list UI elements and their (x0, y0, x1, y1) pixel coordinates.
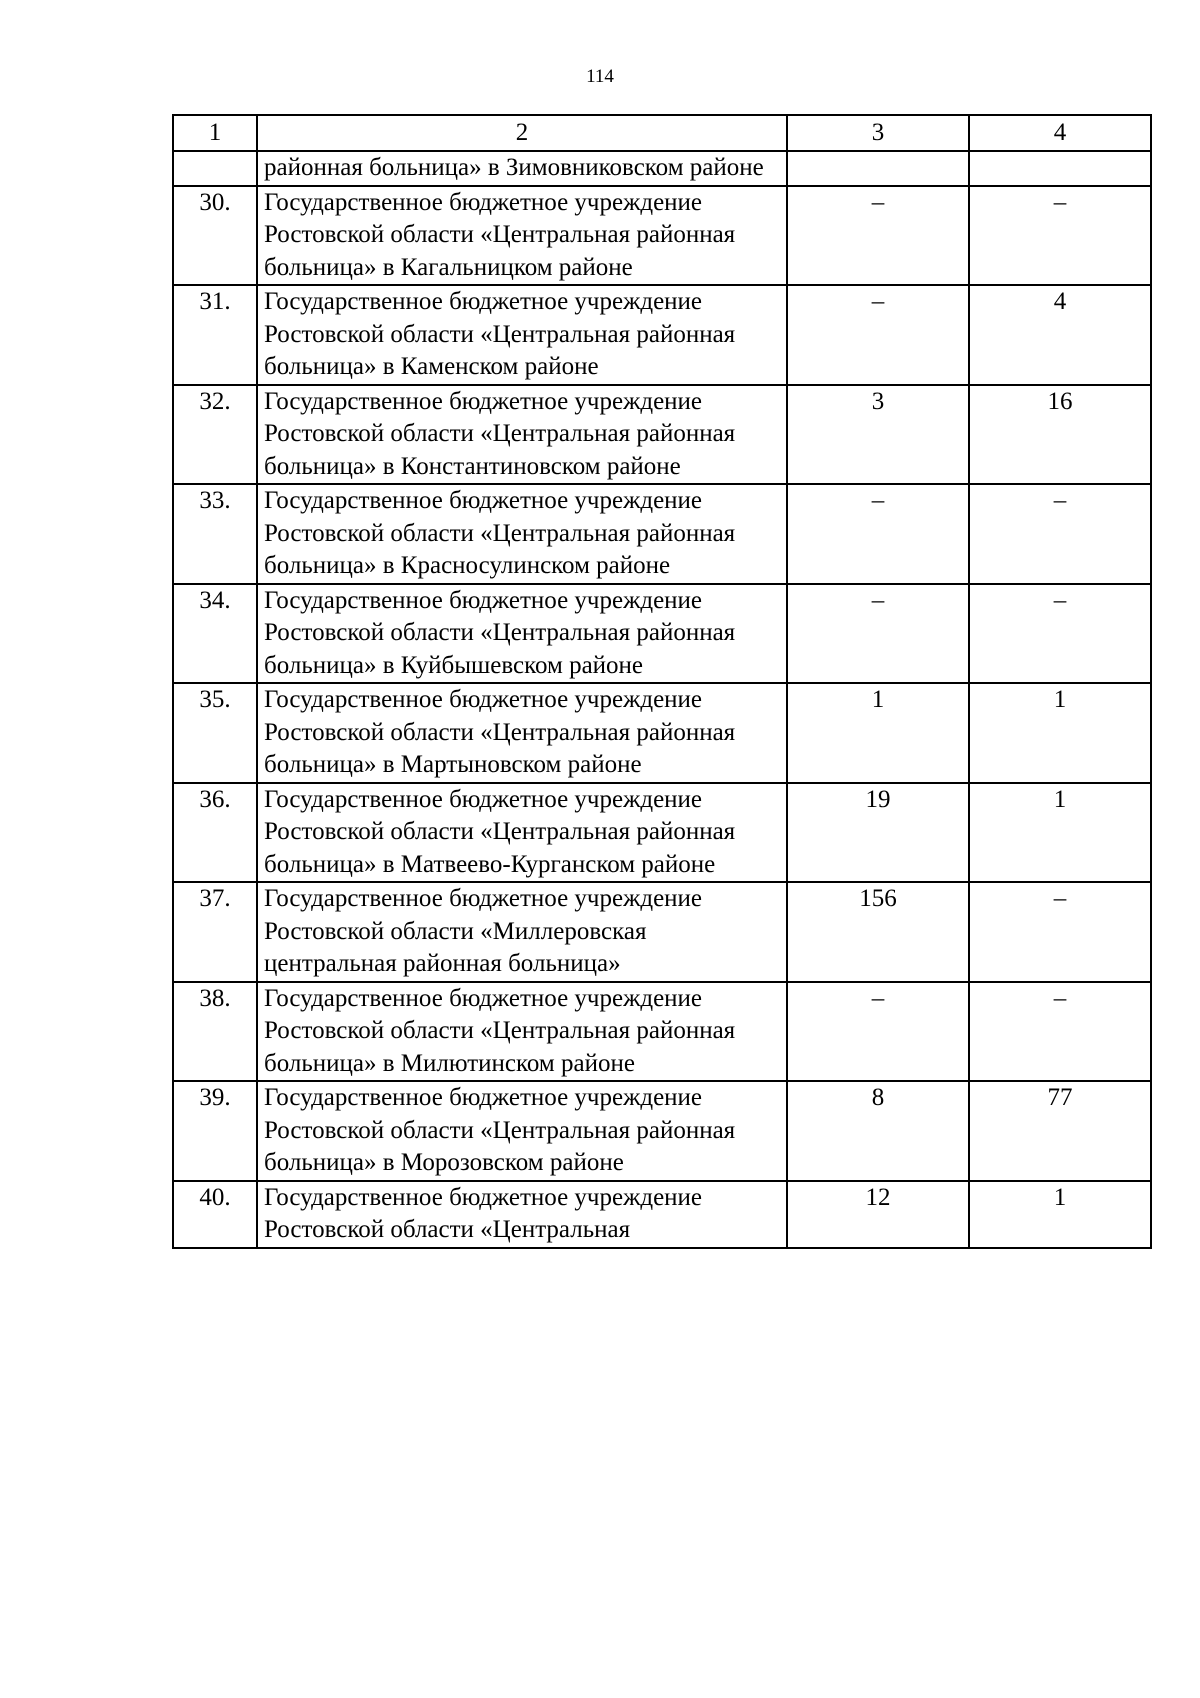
table-row (173, 186, 1151, 286)
column-3-value-cell: 156 (787, 882, 969, 982)
row-number-cell: 34. (173, 584, 257, 684)
column-header: 4 (969, 115, 1151, 151)
row-number-cell: 40. (173, 1181, 257, 1248)
institution-name-cell: Государственное бюджетное учреждение Ростовской области «Центральная районная больница» в Константиновском районе (257, 385, 787, 485)
column-4-value-cell: 1 (969, 1181, 1151, 1248)
table-row (173, 683, 1151, 783)
institution-name-cell: Государственное бюджетное учреждение Ростовской области «Центральная районная больница» в Морозовском районе (257, 1081, 787, 1181)
table-row (173, 783, 1151, 883)
row-number-cell: 36. (173, 783, 257, 883)
institution-name-cell: Государственное бюджетное учреждение Ростовской области «Центральная районная больница» в Матвеево-Курганском районе (257, 783, 787, 883)
institution-name-cell: Государственное бюджетное учреждение Ростовской области «Центральная районная больница» в Милютинском районе (257, 982, 787, 1082)
table-row (173, 385, 1151, 485)
column-4-value-cell (969, 151, 1151, 186)
column-4-value-cell: 16 (969, 385, 1151, 485)
column-3-value-cell: 19 (787, 783, 969, 883)
column-3-value-cell: – (787, 584, 969, 684)
table-row (173, 1181, 1151, 1248)
table-row (173, 982, 1151, 1082)
row-number-cell: 39. (173, 1081, 257, 1181)
row-number-cell: 37. (173, 882, 257, 982)
row-number-cell: 31. (173, 285, 257, 385)
table-header-row (173, 115, 1151, 151)
row-number-cell (173, 151, 257, 186)
column-header: 1 (173, 115, 257, 151)
column-3-value-cell: – (787, 285, 969, 385)
table-row (173, 484, 1151, 584)
column-4-value-cell: 77 (969, 1081, 1151, 1181)
institution-name-cell: Государственное бюджетное учреждение Ростовской области «Центральная районная больница» в Каменском районе (257, 285, 787, 385)
column-3-value-cell: 8 (787, 1081, 969, 1181)
row-number-cell: 33. (173, 484, 257, 584)
row-number-cell: 38. (173, 982, 257, 1082)
column-4-value-cell: – (969, 882, 1151, 982)
column-4-value-cell: – (969, 186, 1151, 286)
column-4-value-cell: 1 (969, 783, 1151, 883)
column-header: 2 (257, 115, 787, 151)
institution-name-cell: Государственное бюджетное учреждение Ростовской области «Центральная районная больница» в Красносулинском районе (257, 484, 787, 584)
table-row (173, 882, 1151, 982)
column-3-value-cell: – (787, 982, 969, 1082)
column-4-value-cell: 1 (969, 683, 1151, 783)
column-4-value-cell: – (969, 982, 1151, 1082)
column-3-value-cell: 12 (787, 1181, 969, 1248)
column-header: 3 (787, 115, 969, 151)
column-3-value-cell (787, 151, 969, 186)
row-number-cell: 30. (173, 186, 257, 286)
column-4-value-cell: 4 (969, 285, 1151, 385)
table-row (173, 151, 1151, 186)
page-number: 114 (586, 66, 614, 87)
row-number-cell: 35. (173, 683, 257, 783)
data-table (172, 114, 1152, 1249)
table-row (173, 1081, 1151, 1181)
table-row (173, 285, 1151, 385)
column-3-value-cell: 1 (787, 683, 969, 783)
row-number-cell: 32. (173, 385, 257, 485)
institution-name-cell: Государственное бюджетное учреждение Ростовской области «Центральная (257, 1181, 787, 1248)
column-3-value-cell: – (787, 484, 969, 584)
column-3-value-cell: 3 (787, 385, 969, 485)
institution-name-cell: Государственное бюджетное учреждение Ростовской области «Центральная районная больница» в Куйбышевском районе (257, 584, 787, 684)
column-4-value-cell: – (969, 484, 1151, 584)
column-4-value-cell: – (969, 584, 1151, 684)
institution-name-cell: районная больница» в Зимовниковском районе (257, 151, 787, 186)
institution-name-cell: Государственное бюджетное учреждение Ростовской области «Миллеровская центральная районная больница» (257, 882, 787, 982)
column-3-value-cell: – (787, 186, 969, 286)
institution-name-cell: Государственное бюджетное учреждение Ростовской области «Центральная районная больница» в Кагальницком районе (257, 186, 787, 286)
table-row (173, 584, 1151, 684)
institution-name-cell: Государственное бюджетное учреждение Ростовской области «Центральная районная больница» в Мартыновском районе (257, 683, 787, 783)
